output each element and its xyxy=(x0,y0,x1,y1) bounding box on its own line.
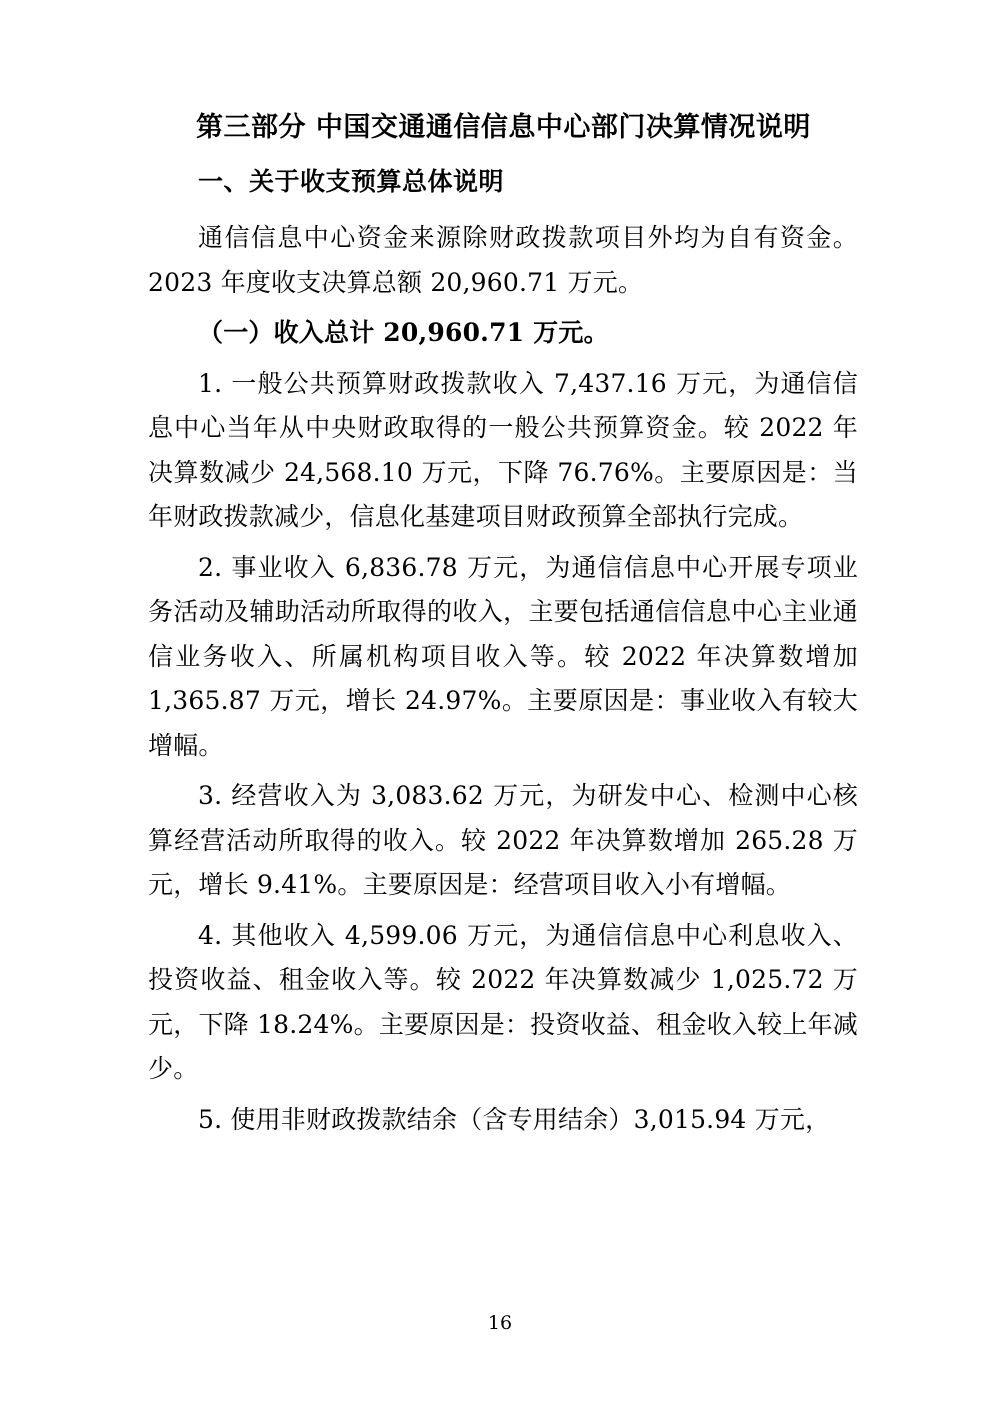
paragraph-item-5: 5. 使用非财政拨款结余（含专用结余）3,015.94 万元， xyxy=(198,1104,831,1134)
paragraph-intro: 通信信息中心资金来源除财政拨款项目外均为自有资金。2023 年度收支决算总额 20,960.71 万元。 xyxy=(148,223,858,297)
paragraph-item-1: 1. 一般公共预算财政拨款收入 7,437.16 万元，为通信信息中心当年从中央财政取得的一般公共预算资金。较 2022 年决算数减少 24,568.10 万元，下降 76.76%。主要原因是：当年财政拨款减少，信息化基建项目财政预算全部执行完成。 xyxy=(148,368,858,531)
page-number: 16 xyxy=(487,1312,513,1334)
section-heading: 一、关于收支预算总体说明 xyxy=(198,166,505,196)
document-body xyxy=(148,108,858,1148)
paragraph-income-total: （一）收入总计 20,960.71 万元。 xyxy=(198,318,609,347)
paragraph-item-3: 3. 经营收入为 3,083.62 万元，为研发中心、检测中心核算经营活动所取得的收入。较 2022 年决算数增加 265.28 万元，增长 9.41%。主要原因是：经营项目收入小有增幅。 xyxy=(148,781,858,899)
page-title: 第三部分 中国交通通信信息中心部门决算情况说明 xyxy=(196,112,811,143)
paragraph-item-2: 2. 事业收入 6,836.78 万元，为通信信息中心开展专项业务活动及辅助活动所取得的收入，主要包括通信信息中心主业通信业务收入、所属机构项目收入等。较 2022 年决算数增加 1,365.87 万元，增长 24.97%。主要原因是：事业收入有较大增幅。 xyxy=(148,552,858,760)
paragraph-item-4: 4. 其他收入 4,599.06 万元，为通信信息中心利息收入、投资收益、租金收入等。较 2022 年决算数减少 1,025.72 万元，下降 18.24%。主要原因是：投资收益、租金收入较上年减少。 xyxy=(148,920,858,1083)
